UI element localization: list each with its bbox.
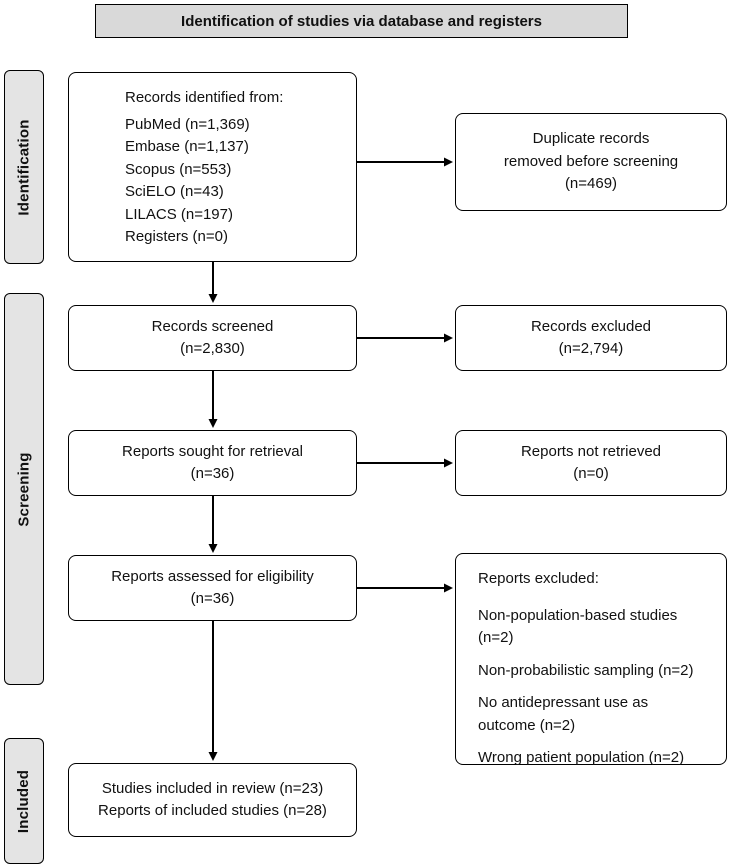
source-line: Embase (n=1,137) [125,138,249,155]
stage-label-text: Included [15,769,33,833]
box-line: Records excluded [530,317,652,335]
box-line: removed before screening [503,152,679,170]
source-line: Registers (n=0) [125,228,228,245]
source-line: Scopus (n=553) [125,160,232,178]
box-records-identified [68,72,357,262]
box-reports-sought [68,430,357,496]
exclusion-reason: Wrong patient population (n=2) [478,749,685,766]
stage-label-included [4,738,44,864]
exclusion-reason: Non-probabilistic sampling (n=2) [478,661,694,679]
stage-label-screening [4,293,44,685]
box-reports-not-retrieved [455,430,727,496]
box-line: (n=469) [564,175,618,193]
box-line: (n=0) [573,465,609,482]
box-line: Reports of included studies (n=28) [98,802,327,819]
exclusion-reason: Non-population-based studies (n=2) [478,606,678,646]
source-line: SciELO (n=43) [125,183,224,200]
box-line: Duplicate records [532,130,650,148]
box-records-excluded [455,305,727,371]
box-records-screened [68,305,357,371]
box-studies-included [68,763,357,837]
box-reports-excluded [455,553,727,765]
box-line: (n=36) [190,465,235,482]
box-line: Reports assessed for eligibility [111,567,314,585]
exclusion-reason: No antidepressant use as outcome (n=2) [478,694,649,734]
box-line: (n=36) [190,590,235,607]
diagram-title: Identification of studies via database and registers [181,12,542,30]
box-title: Records identified from: [125,89,284,106]
box-line: Reports sought for retrieval [122,442,303,460]
box-line: (n=2,830) [180,340,245,357]
box-title: Reports excluded: [478,570,599,587]
diagram-title-banner [95,4,628,38]
source-line: LILACS (n=197) [125,205,233,223]
box-line: Reports not retrieved [520,442,662,460]
box-reports-assessed [68,555,357,621]
stage-label-identification [4,70,44,264]
box-line: Records screened [151,317,274,335]
box-line: Studies included in review (n=23) [101,779,324,797]
source-line: PubMed (n=1,369) [125,115,250,133]
box-line: (n=2,794) [558,340,624,357]
stage-label-text: Screening [15,451,33,527]
box-duplicates-removed [455,113,727,211]
stage-label-text: Identification [15,118,33,216]
